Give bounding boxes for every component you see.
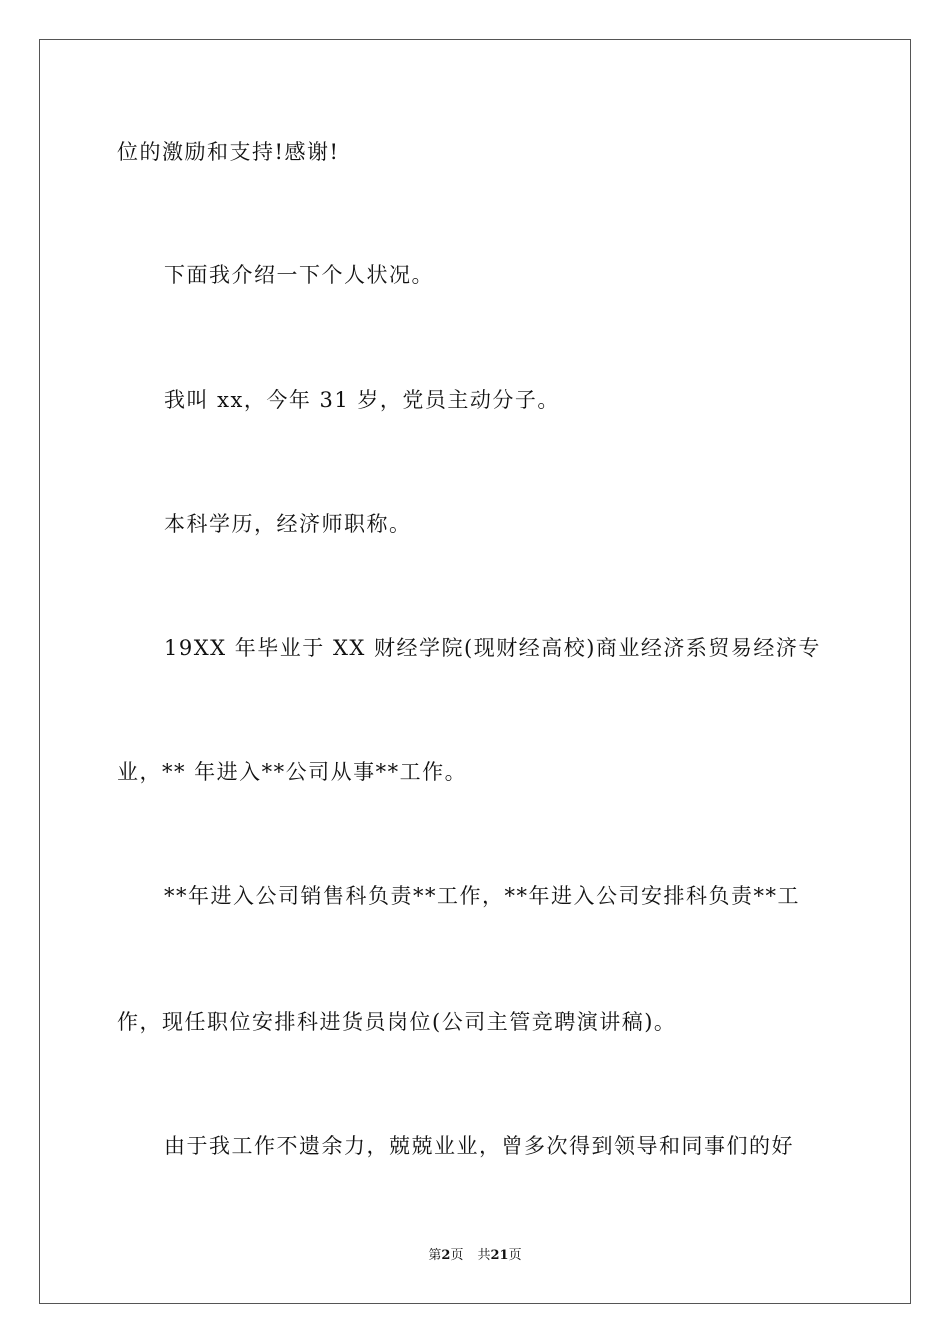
- text-line-6: 业，** 年进入**公司从事**工作。: [117, 760, 468, 784]
- text-line-9: 由于我工作不遗余力，兢兢业业，曾多次得到领导和同事们的好: [164, 1134, 794, 1158]
- footer-page-prefix: 第: [428, 1248, 442, 1263]
- footer-page-current: 2: [441, 1248, 451, 1263]
- text-line-1: 位的激励和支持!感谢!: [117, 140, 340, 164]
- text-line-4: 本科学历，经济师职称。: [164, 512, 412, 536]
- text-line-3: 我叫 xx，今年 31 岁，党员主动分子。: [164, 388, 560, 412]
- footer-total-suffix: 页: [508, 1248, 522, 1263]
- text-line-7: **年进入公司销售科负责**工作，**年进入公司安排科负责**工: [164, 884, 800, 908]
- text-line-5: 19XX 年毕业于 XX 财经学院(现财经高校)商业经济系贸易经济专: [164, 636, 821, 660]
- footer-total-prefix: 共: [477, 1248, 491, 1263]
- page-border: [39, 39, 911, 1304]
- text-line-8: 作，现任职位安排科进货员岗位(公司主管竞聘演讲稿)。: [117, 1010, 677, 1034]
- text-line-2: 下面我介绍一下个人状况。: [164, 263, 434, 287]
- page-footer: [0, 1248, 950, 1264]
- footer-page-suffix: 页: [450, 1248, 464, 1263]
- footer-page-total: 21: [490, 1248, 509, 1263]
